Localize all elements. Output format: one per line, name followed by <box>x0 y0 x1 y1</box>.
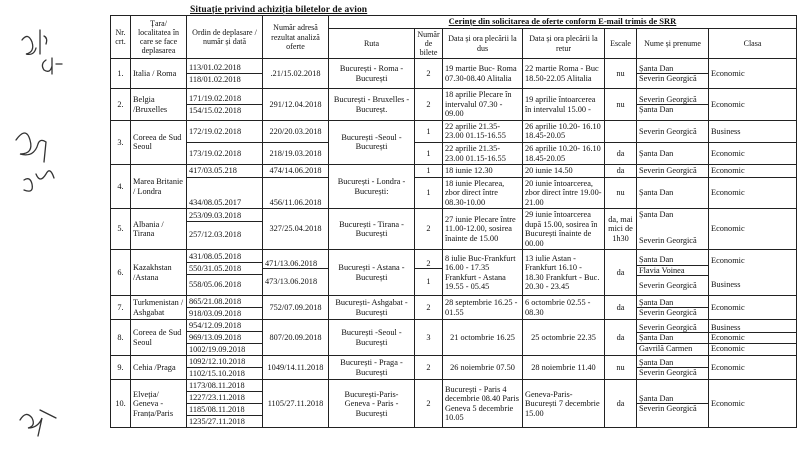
cell-ordin <box>187 356 263 380</box>
cell-tara: Marea Britanie / Londra <box>131 165 187 209</box>
cell-nr: 3. <box>111 120 131 164</box>
person-name: Severin Georgică <box>637 275 708 291</box>
cell-bilete: 1 <box>415 177 443 209</box>
cell-ordin <box>187 59 263 89</box>
cell-adresa: 1049/14.11.2018 <box>263 356 329 380</box>
document-title: Situație privind achiziția biletelor de avion <box>190 5 368 15</box>
table-row <box>111 59 797 89</box>
cell-adresa: 752/07.09.2018 <box>263 296 329 320</box>
cell-nume <box>637 59 709 89</box>
cell-retur: 13 iulie Astan - Frankfurt 16.10 - 18.30 Frankfurt - Buc. 20.30 - 23.45 <box>523 250 605 296</box>
person-name: Severin Georgică <box>637 403 708 414</box>
cell-tara: Italia / Roma <box>131 59 187 89</box>
cell-bilete: 2 <box>415 380 443 428</box>
cell-clasa <box>709 250 797 296</box>
order-number: 865/21.08.2018 <box>187 296 262 308</box>
table-row <box>111 89 797 121</box>
order-number: 154/15.02.2018 <box>189 106 242 116</box>
class-value: Economic <box>709 343 796 354</box>
cell-ordin <box>187 320 263 356</box>
cell-escale: da <box>605 142 637 164</box>
header-dus: Data și ora plecării la dus <box>443 28 523 59</box>
cell-nr: 6. <box>111 250 131 296</box>
cell-nr: 2. <box>111 89 131 121</box>
order-number: 1102/15.10.2018 <box>189 369 245 379</box>
table-row <box>111 296 797 320</box>
cell-retur: 22 martie Roma - Buc 18.50-22.05 Alitalia <box>523 59 605 89</box>
cell-ruta: București - Bruxelles - Bucureșt. <box>329 89 415 121</box>
person-name: Severin Georgică <box>639 322 697 332</box>
cell-adresa: 456/11.06.2018 <box>263 177 329 209</box>
cell-escale: nu <box>605 59 637 89</box>
cell-retur: 20 iunie întoarcerea, zbor direct între 19.00-21.00 <box>523 177 605 209</box>
person-name: Severin Georgică <box>637 367 708 378</box>
cell-escale: da <box>605 320 637 356</box>
cell-retur: Geneva-Paris- București 7 decembrie 15.00 <box>523 380 605 428</box>
header-row-1 <box>111 16 797 29</box>
cell-bilete: 1 <box>415 142 443 164</box>
person-name: Severin Georgică <box>639 94 697 104</box>
person-name: Șanta Dan <box>639 63 674 73</box>
cell-adresa: 327/25.04.2018 <box>263 209 329 250</box>
cell-nr: 10. <box>111 380 131 428</box>
table-row <box>111 177 797 209</box>
person-name: Severin Georgică <box>637 307 708 318</box>
cell-clasa: Economic <box>709 165 797 178</box>
cell-nume <box>637 250 709 296</box>
cell-clasa: Economic <box>709 380 797 428</box>
person-name: Severin Georgică <box>639 235 697 245</box>
cell-escale: da, mai mici de 1h30 <box>605 209 637 250</box>
cell-adresa: 474/14.06.2018 <box>263 165 329 178</box>
order-number: 1235/27.11.2018 <box>189 417 245 427</box>
table-row <box>111 250 797 296</box>
cell-nr: 5. <box>111 209 131 250</box>
person-name: Șanta Dan <box>639 210 674 220</box>
order-number: 969/13.09.2018 <box>187 332 262 344</box>
order-number: 918/03.09.2018 <box>189 309 242 319</box>
cell-clasa: Economic <box>709 59 797 89</box>
cell-dus: 21 octombrie 16.25 <box>443 320 523 356</box>
order-number: 1173/08.11.2018 <box>187 380 262 392</box>
header-tara: Țara/ localitatea în care se face deplasarea <box>131 16 187 59</box>
cell-escale: da <box>605 296 637 320</box>
cell-retur: 28 noiembrie 11.40 <box>523 356 605 380</box>
cell-ruta: București -Seoul - București <box>329 120 415 164</box>
cell-nume <box>637 320 709 356</box>
header-ruta: Ruta <box>329 28 415 59</box>
cell-retur: 6 octombrie 02.55 - 08.30 <box>523 296 605 320</box>
cell-ordin <box>187 250 263 296</box>
cell-clasa: Economic <box>709 177 797 209</box>
cell-ruta: București-Paris- Geneva - Paris - București <box>329 380 415 428</box>
cell-dus: 22 aprilie 21.35- 23.00 01.15-16.55 <box>443 142 523 164</box>
cell-escale: da <box>605 380 637 428</box>
cell-clasa: Economic <box>709 142 797 164</box>
cell-nume <box>637 356 709 380</box>
cell-ordin: 417/03.05.218 <box>187 165 263 178</box>
cell-nume: Șanta Dan <box>637 177 709 209</box>
cell-retur: 19 aprilie întoarcerea în intervalul 15.00 - <box>523 89 605 121</box>
table-row <box>111 320 797 356</box>
table-row <box>111 120 797 142</box>
cell-ruta: București -Seoul - București <box>329 320 415 356</box>
cell-retur: 25 octombrie 22.35 <box>523 320 605 356</box>
cell-dus: București - Paris 4 decembrie 08.40 Paris Geneva 5 decembrie 10.05 <box>443 380 523 428</box>
cell-tara: Coreea de Sud Seoul <box>131 120 187 164</box>
cell-escale: da <box>605 250 637 296</box>
order-number: 954/12.09.2018 <box>187 320 262 332</box>
cell-tara: Cehia /Praga <box>131 356 187 380</box>
person-name: Severin Georgică <box>637 73 708 84</box>
page-bottom-clip <box>110 430 796 450</box>
cell-bilete: 2 <box>415 356 443 380</box>
order-number: 431/08.05.2018 <box>187 251 262 263</box>
cell-dus: 18 iunie Plecarea, zbor direct între 08.30-10.00 <box>443 177 523 209</box>
person-name: Gavrilă Carmen <box>637 343 708 354</box>
cell-adresa: 291/12.04.2018 <box>263 89 329 121</box>
order-number: 1002/19.09.2018 <box>189 345 246 355</box>
cell-adresa: .21/15.02.2018 <box>263 59 329 89</box>
person-name: Șanta Dan <box>639 297 674 307</box>
class-value: Economic <box>709 332 796 343</box>
table-row <box>111 165 797 178</box>
ticket-count: 1 <box>415 268 442 287</box>
table-row <box>111 380 797 428</box>
order-number: 118/01.02.2018 <box>189 75 241 85</box>
cell-retur: 29 iunie întoarcerea după 15.00, sosirea în București înainte de 00.00 <box>523 209 605 250</box>
class-value: Business <box>711 279 741 289</box>
cell-nr: 7. <box>111 296 131 320</box>
header-escale: Escale <box>605 28 637 59</box>
cell-bilete: 3 <box>415 320 443 356</box>
cell-ruta: București - Tirana - București <box>329 209 415 250</box>
header-ordin: Ordin de deplasare / număr și dată <box>187 16 263 59</box>
table-row <box>111 209 797 250</box>
cell-nr: 9. <box>111 356 131 380</box>
cell-ruta: București - Praga - București <box>329 356 415 380</box>
cell-adresa <box>263 250 329 296</box>
person-name: Șanta Dan <box>639 255 674 264</box>
cell-tara: Elveția/ Geneva - Franța/Paris <box>131 380 187 428</box>
cell-adresa: 220/20.03.2018 <box>263 120 329 142</box>
order-number: 1227/23.11.2018 <box>187 392 262 404</box>
cell-retur: 26 aprilie 10.20- 16.10 18.45-20.05 <box>523 142 605 164</box>
cell-adresa: 1105/27.11.2018 <box>263 380 329 428</box>
cell-tara: Coreea de Sud Seoul <box>131 320 187 356</box>
cell-clasa: Economic <box>709 296 797 320</box>
cell-ordin <box>187 380 263 428</box>
cell-bilete <box>415 250 443 296</box>
cell-tara: Turkmenistan / Ashgabat <box>131 296 187 320</box>
table-row <box>111 356 797 380</box>
address-number: 473/13.06.2018 <box>263 268 328 287</box>
cell-ruta: București - Astana - București <box>329 250 415 296</box>
cell-dus: 19 martie Buc- Roma 07.30-08.40 Alitalia <box>443 59 523 89</box>
cell-dus: 18 iunie 12.30 <box>443 165 523 178</box>
address-number: 471/13.06.2018 <box>265 258 318 268</box>
cell-ordin <box>187 89 263 121</box>
order-number: 257/12.03.2018 <box>189 230 242 240</box>
cell-dus: 28 septembrie 16.25 - 01.55 <box>443 296 523 320</box>
ticket-acquisition-table <box>110 15 797 428</box>
cell-dus: 8 iulie Buc-Frankfurt 16.00 - 17.35 Frankfurt - Astana 19.55 - 05.45 <box>443 250 523 296</box>
cell-clasa: Business <box>709 120 797 142</box>
cell-ruta: București - Londra - București: <box>329 165 415 209</box>
cell-nr: 8. <box>111 320 131 356</box>
cell-ordin <box>187 209 263 250</box>
person-name: Flavia Voinea <box>637 265 708 276</box>
header-nr-adresa: Număr adresă rezultat analiză oferte <box>263 16 329 59</box>
cell-nume: Șanta Dan <box>637 142 709 164</box>
cell-retur: 26 aprilie 10.20- 16.10 18.45-20.05 <box>523 120 605 142</box>
cell-ordin: 172/19.02.2018 <box>187 120 263 142</box>
cell-dus: 18 aprilie Plecare în intervalul 07.30 - 09.00 <box>443 89 523 121</box>
cell-nume <box>637 209 709 250</box>
cell-escale: nu <box>605 177 637 209</box>
order-number: 550/31.05.2018 <box>187 263 262 275</box>
cell-bilete: 1 <box>415 120 443 142</box>
header-nr: Nr. crt. <box>111 16 131 59</box>
cell-escale: nu <box>605 89 637 121</box>
cell-tara: Belgia /Bruxelles <box>131 89 187 121</box>
cell-nume <box>637 296 709 320</box>
cell-nume <box>637 380 709 428</box>
cell-nume: Severin Georgică <box>637 165 709 178</box>
cell-nume: Severin Georgică <box>637 120 709 142</box>
cell-ruta: București - Roma - București <box>329 59 415 89</box>
header-retur: Data și ora plecării la retur <box>523 28 605 59</box>
cell-ordin: 173/19.02.2018 <box>187 142 263 164</box>
order-number: 1092/12.10.2018 <box>187 356 262 368</box>
person-name: Șanta Dan <box>637 332 708 343</box>
person-name: Șanta Dan <box>637 104 708 115</box>
class-value: Economic <box>711 256 745 266</box>
cell-ordin: 434/08.05.2017 <box>187 177 263 209</box>
header-clasa: Clasa <box>709 28 797 59</box>
cell-adresa: 807/20.09.2018 <box>263 320 329 356</box>
cell-retur: 20 iunie 14.50 <box>523 165 605 178</box>
cell-bilete: 1 <box>415 165 443 178</box>
cell-dus: 26 noiembrie 07.50 <box>443 356 523 380</box>
table-row <box>111 142 797 164</box>
cell-tara: Kazakhstan /Astana <box>131 250 187 296</box>
cell-clasa: Economic <box>709 209 797 250</box>
order-number: 113/01.02.2018 <box>187 62 262 74</box>
cell-escale: nu <box>605 356 637 380</box>
cell-adresa: 218/19.03.2018 <box>263 142 329 164</box>
handwritten-margin-notes <box>0 0 90 450</box>
cell-clasa <box>709 320 797 356</box>
order-number: 558/05.06.2018 <box>189 279 242 289</box>
cell-bilete: 2 <box>415 59 443 89</box>
person-name: Șanta Dan <box>639 357 674 367</box>
ticket-count: 2 <box>426 258 431 268</box>
header-cerinte: Cerințe din solicitarea de oferte conform E-mail trimis de SRR <box>329 16 797 29</box>
cell-nr: 1. <box>111 59 131 89</box>
cell-dus: 27 iunie Plecare între 11.00-12.00, sosirea înainte de 15.00 <box>443 209 523 250</box>
cell-nr: 4. <box>111 165 131 209</box>
order-number: 1185/08.11.2018 <box>187 404 262 416</box>
order-number: 253/09.03.2018 <box>187 210 262 222</box>
header-nr-bilete: Număr de bilete <box>415 28 443 59</box>
cell-bilete: 2 <box>415 296 443 320</box>
cell-clasa: Economic <box>709 356 797 380</box>
cell-dus: 22 aprilie 21.35- 23.00 01.15-16.55 <box>443 120 523 142</box>
cell-escale: da <box>605 165 637 178</box>
cell-escale <box>605 120 637 142</box>
order-number: 171/19.02.2018 <box>187 93 262 105</box>
header-nume: Nume și prenume <box>637 28 709 59</box>
person-name: Șanta Dan <box>639 393 674 403</box>
cell-ordin <box>187 296 263 320</box>
cell-clasa: Economic <box>709 89 797 121</box>
class-value: Business <box>711 322 741 332</box>
cell-tara: Albania / Tirana <box>131 209 187 250</box>
cell-bilete: 2 <box>415 209 443 250</box>
cell-bilete: 2 <box>415 89 443 121</box>
handwriting-scribbles <box>0 0 90 450</box>
cell-nume <box>637 89 709 121</box>
cell-ruta: București- Ashgabat - București <box>329 296 415 320</box>
